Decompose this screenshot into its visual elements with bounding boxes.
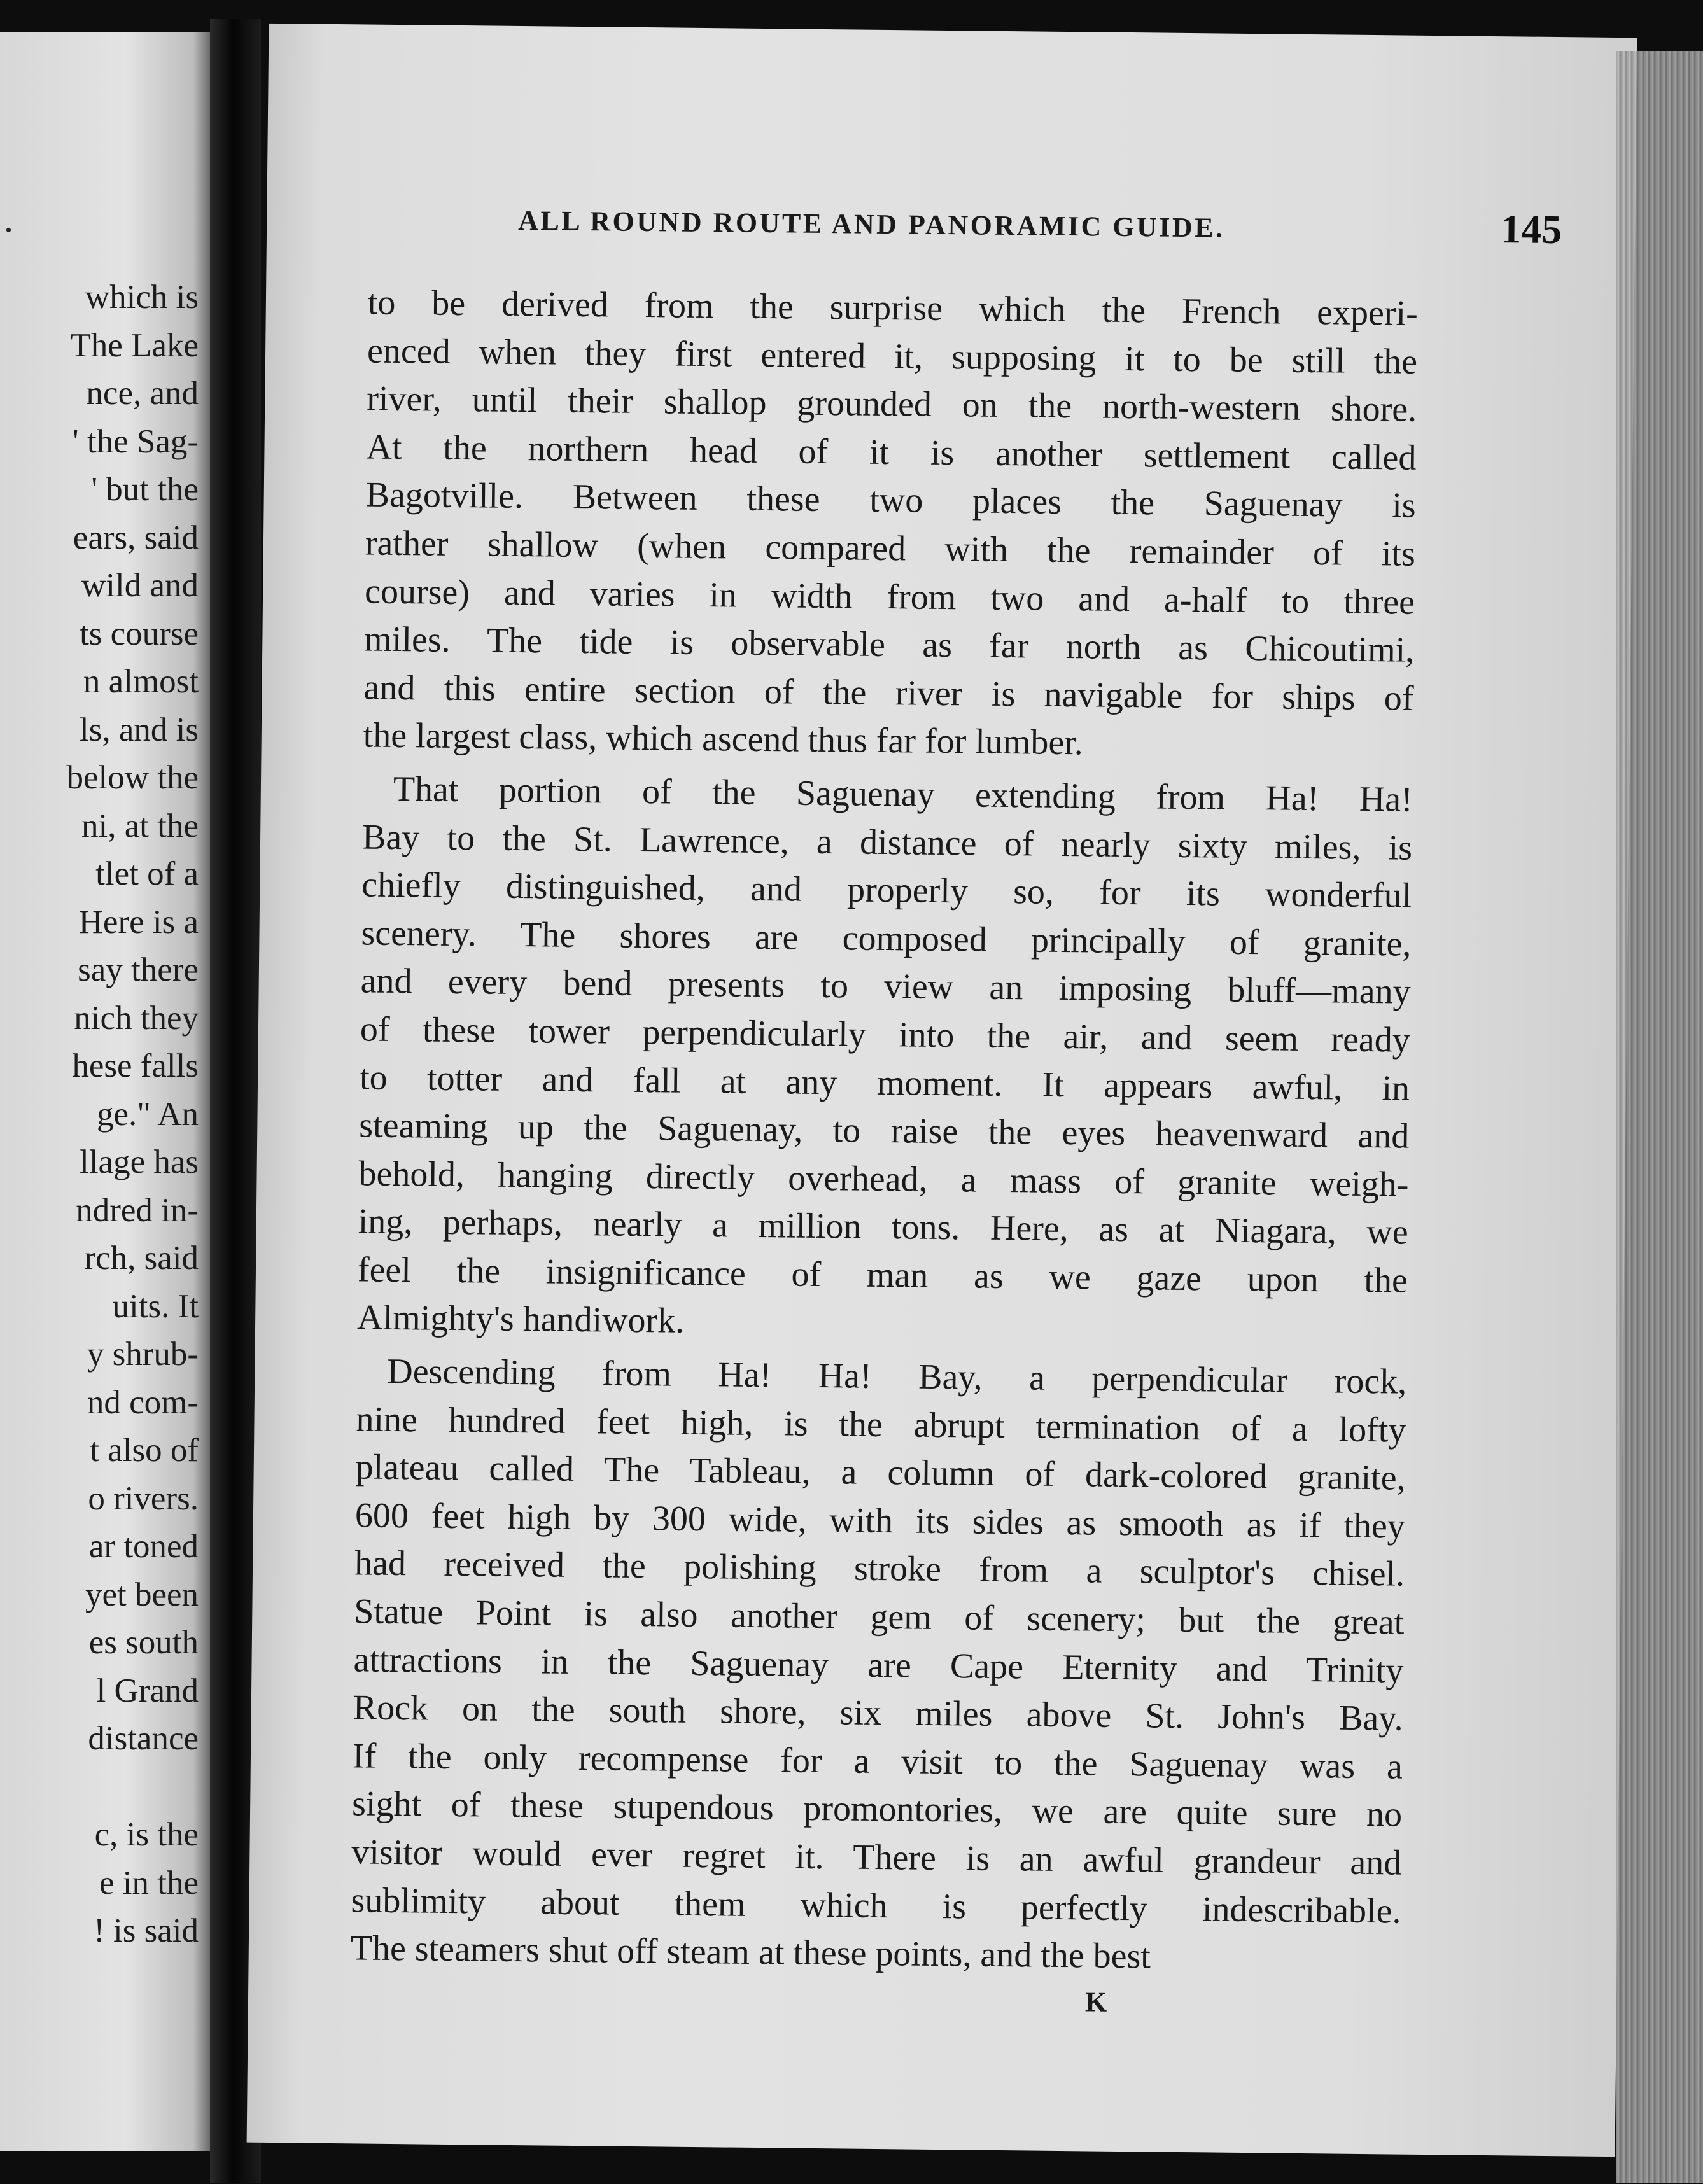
text-line: Descending from Ha! Ha! Bay, a perpendicular rock, [386, 1351, 1407, 1402]
left-fragment-line: o rivers. [88, 1480, 199, 1517]
text-line: nine hundred feet high, is the abrupt termination of a lofty [356, 1399, 1406, 1450]
left-fragment-line: wild and [81, 567, 199, 604]
text-line: visitor would ever regret it. There is an awful grandeur and [351, 1832, 1402, 1883]
text-line: sight of these stupendous promontories, we are quite sure no [351, 1784, 1403, 1835]
left-fragment-line: yet been [85, 1576, 199, 1613]
left-fragment-line: The Lake [70, 326, 199, 364]
text-line: 600 feet high by 300 wide, with its sides as smooth as if they [354, 1495, 1406, 1546]
left-fragment-line: nich they [74, 999, 199, 1037]
left-fragment-line: c, is the [94, 1816, 199, 1853]
left-fragment-line: which is [85, 279, 199, 316]
right-page [247, 24, 1637, 2157]
left-fragment-line: nce, and [86, 375, 199, 412]
left-fragment-line: rch, said [84, 1240, 199, 1277]
text-line: and every bend presents to view an imposing bluff—many [360, 961, 1411, 1012]
left-fragment-line: ls, and is [80, 711, 199, 748]
text-line: attractions in the Saguenay are Cape Eternity and Trinity [353, 1639, 1404, 1691]
left-fragment-line [66, 1763, 199, 1812]
text-line: Almighty's handiwork. [356, 1298, 685, 1341]
text-line: had received the polishing stroke from a sculptor's chisel. [354, 1543, 1405, 1595]
left-page-mark: . [4, 198, 13, 240]
text-line: rather shallow (when compared with the remainder of its [365, 523, 1416, 574]
text-line: behold, hanging directly overhead, a mass of granite weigh- [358, 1154, 1409, 1205]
left-fragment-line: distance [88, 1720, 199, 1757]
signature-mark: K [1084, 1986, 1107, 2018]
text-line: and this entire section of the river is navigable for ships of [363, 668, 1414, 718]
text-line: miles. The tide is observable as far north as Chicoutimi, [364, 619, 1415, 670]
left-fragment-line: e in the [99, 1864, 199, 1901]
text-line: feel the insignificance of man as we gaze upon the [357, 1250, 1408, 1301]
text-line: enced when they first entered it, supposing it to be still the [367, 331, 1418, 382]
text-line: to be derived from the surprise which the French experi- [367, 283, 1419, 333]
paragraph [357, 765, 1413, 1353]
left-page [0, 32, 210, 2151]
left-fragment-line: Here is a [78, 903, 199, 941]
left-fragment-line: below the [66, 759, 199, 796]
text-line: Bay to the St. Lawrence, a distance of nearly sixty miles, is [361, 816, 1413, 868]
page-number: 145 [1500, 206, 1562, 253]
left-fragment-line: y shrub- [87, 1336, 199, 1373]
text-line: plateau called The Tableau, a column of dark-colored granite, [355, 1447, 1406, 1498]
page-edges [1616, 51, 1703, 2183]
left-fragment-line: llage has [80, 1144, 199, 1180]
left-fragment-line: ears, said [73, 519, 199, 556]
text-line: That portion of the Saguenay extending from Ha! Ha! [393, 769, 1413, 820]
paragraph [350, 1347, 1406, 1984]
body-text [350, 279, 1418, 1984]
text-line: of these tower perpendicularly into the air, and seem ready [360, 1009, 1411, 1060]
left-fragment-line: nd com- [87, 1383, 199, 1421]
left-fragment-line: hese falls [72, 1047, 199, 1084]
left-fragment-line: uits. It [112, 1287, 199, 1325]
text-line: steaming up the Saguenay, to raise the eyes heavenward and [359, 1105, 1410, 1156]
running-title: ALL ROUND ROUTE AND PANORAMIC GUIDE. [518, 204, 1225, 244]
left-fragment-line: n almost [83, 663, 199, 700]
text-line: ing, perhaps, nearly a million tons. Here, as at Niagara, we [358, 1201, 1409, 1252]
left-fragment-line: l Grand [96, 1672, 199, 1709]
left-page-text-fragments [66, 274, 199, 1956]
left-fragment-line: ge." An [96, 1095, 199, 1133]
left-fragment-line: tlet of a [95, 855, 199, 892]
text-line: At the northern head of it is another settlement called [366, 427, 1417, 478]
text-line: Rock on the south shore, six miles above St. John's Bay. [353, 1688, 1404, 1739]
text-line: Bagotville. Between these two places the Saguenay is [365, 475, 1416, 526]
left-fragment-line: ' the Sag- [73, 423, 199, 460]
left-fragment-line: ni, at the [81, 807, 199, 844]
left-fragment-line: ts course [80, 615, 199, 652]
left-fragment-line: ! is said [94, 1912, 199, 1949]
text-line: river, until their shallop grounded on the north-western shore. [367, 379, 1417, 430]
left-fragment-line: ndred in- [76, 1191, 199, 1229]
running-head [518, 198, 1562, 266]
left-fragment-line: say there [78, 951, 199, 988]
left-fragment-line: t also of [90, 1432, 199, 1469]
text-line: to totter and fall at any moment. It appears awful, in [359, 1057, 1410, 1109]
text-line: sublimity about them which is perfectly indescribable. [351, 1880, 1401, 1931]
text-line: The steamers shut off steam at these points, and the best [350, 1928, 1151, 1977]
left-fragment-line: es south [88, 1624, 199, 1661]
paragraph [363, 279, 1418, 771]
text-line: course) and varies in width from two and a-half to three [364, 571, 1415, 622]
text-line: the largest class, which ascend thus far for lumber. [363, 715, 1084, 763]
text-line: If the only recompense for a visit to the Saguenay was a [352, 1736, 1403, 1787]
text-line: chiefly distinguished, and properly so, for its wonderful [361, 865, 1412, 916]
left-fragment-line: ar toned [88, 1528, 199, 1565]
text-line: scenery. The shores are composed principally of granite, [361, 913, 1412, 964]
left-fragment-line: ' but the [91, 471, 199, 508]
text-line: Statue Point is also another gem of scenery; but the great [354, 1592, 1405, 1642]
